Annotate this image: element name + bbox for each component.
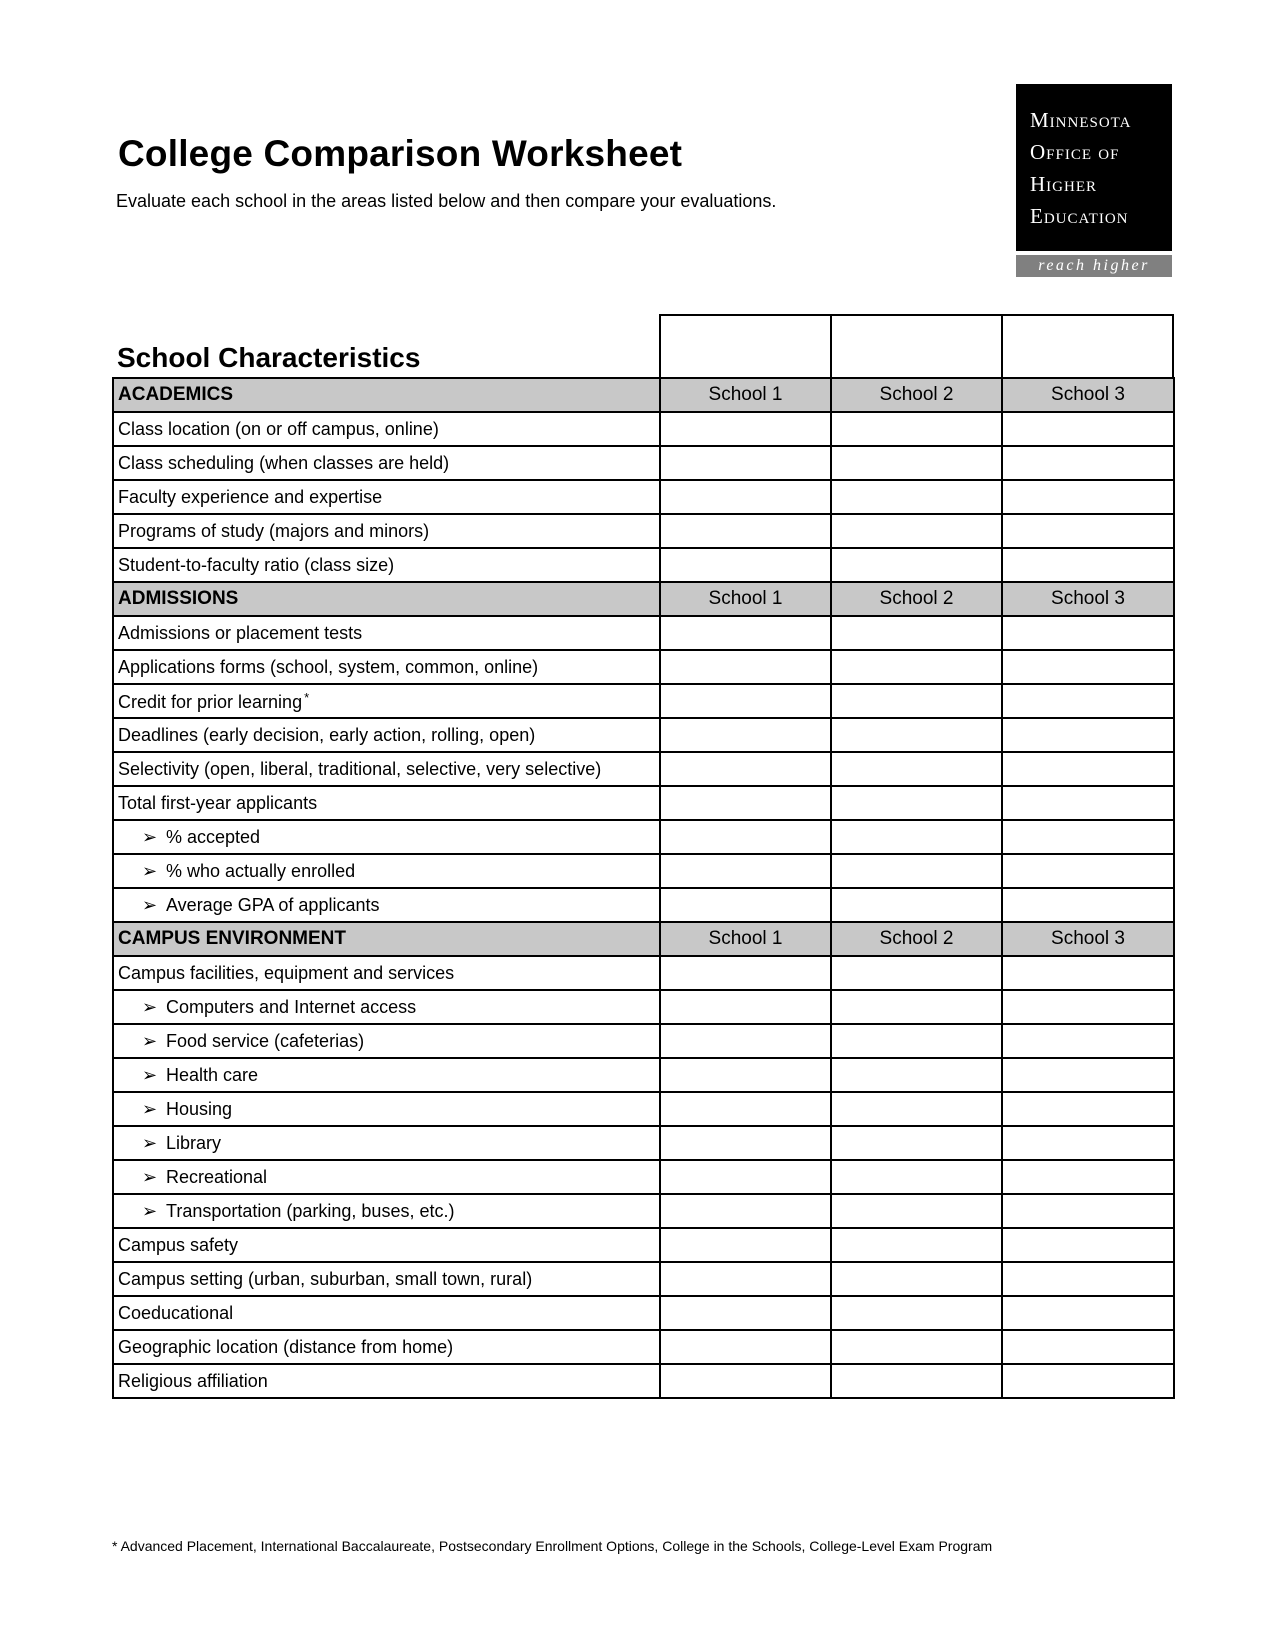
bullet-arrow-icon: ➢	[142, 826, 158, 847]
row-label: Library	[166, 1132, 222, 1153]
school-1-entry-cell[interactable]	[660, 1058, 831, 1092]
school-1-entry-cell[interactable]	[660, 1296, 831, 1330]
row-label: Transportation (parking, buses, etc.)	[166, 1200, 455, 1221]
school-1-entry-cell[interactable]	[660, 616, 831, 650]
school-1-entry-cell[interactable]	[660, 854, 831, 888]
row-label: Faculty experience and expertise	[118, 486, 383, 507]
table-row	[113, 1228, 1174, 1262]
school-2-entry-cell[interactable]	[831, 752, 1002, 786]
school-2-entry-cell[interactable]	[831, 1092, 1002, 1126]
table-row	[113, 1330, 1174, 1364]
row-label-cell	[113, 1092, 660, 1126]
school-1-entry-cell[interactable]	[660, 446, 831, 480]
row-label: Total first-year applicants	[118, 792, 318, 813]
footnote: * Advanced Placement, International Baccalaureate, Postsecondary Enrollment Options, College in the Schools, College-Level Exam Program	[112, 1538, 993, 1554]
row-label-cell	[113, 718, 660, 752]
school-3-entry-cell[interactable]	[1002, 514, 1174, 548]
row-label-cell	[113, 1126, 660, 1160]
row-label: Class location (on or off campus, online)	[118, 418, 439, 439]
school-column-header: School 3	[1002, 582, 1174, 616]
section-header-row	[113, 922, 1174, 956]
page-subtitle: Evaluate each school in the areas listed below and then compare your evaluations.	[116, 191, 777, 211]
row-label-cell	[113, 786, 660, 820]
school-2-name-box[interactable]	[830, 314, 1003, 377]
table-row	[113, 1296, 1174, 1330]
section-name: CAMPUS ENVIRONMENT	[113, 922, 660, 956]
table-row	[113, 1126, 1174, 1160]
table-row	[113, 1058, 1174, 1092]
table-row	[113, 1160, 1174, 1194]
school-3-entry-cell[interactable]	[1002, 956, 1174, 990]
table-row	[113, 820, 1174, 854]
school-3-entry-cell[interactable]	[1002, 548, 1174, 582]
school-3-entry-cell[interactable]	[1002, 1228, 1174, 1262]
row-label-cell	[113, 752, 660, 786]
row-label-cell	[113, 820, 660, 854]
row-label: % who actually enrolled	[166, 860, 356, 881]
row-label-cell	[113, 616, 660, 650]
school-2-entry-cell[interactable]	[831, 1160, 1002, 1194]
school-2-entry-cell[interactable]	[831, 446, 1002, 480]
school-1-entry-cell[interactable]	[660, 1024, 831, 1058]
school-2-entry-cell[interactable]	[831, 548, 1002, 582]
section-heading: School Characteristics	[117, 342, 421, 373]
bullet-arrow-icon: ➢	[142, 1166, 158, 1187]
school-column-header: School 1	[660, 378, 831, 412]
school-1-name-box[interactable]	[659, 314, 832, 377]
school-3-entry-cell[interactable]	[1002, 650, 1174, 684]
school-2-entry-cell[interactable]	[831, 412, 1002, 446]
row-label-cell	[113, 990, 660, 1024]
row-label-cell	[113, 684, 660, 718]
school-2-entry-cell[interactable]	[831, 616, 1002, 650]
bullet-arrow-icon: ➢	[142, 1200, 158, 1221]
row-label: Computers and Internet access	[166, 996, 417, 1017]
school-column-header: School 2	[831, 378, 1002, 412]
school-2-entry-cell[interactable]	[831, 1228, 1002, 1262]
school-1-entry-cell[interactable]	[660, 480, 831, 514]
school-1-entry-cell[interactable]	[660, 1364, 831, 1398]
school-2-entry-cell[interactable]	[831, 1126, 1002, 1160]
school-3-entry-cell[interactable]	[1002, 480, 1174, 514]
row-label-cell	[113, 1058, 660, 1092]
school-3-entry-cell[interactable]	[1002, 1262, 1174, 1296]
table-row	[113, 1262, 1174, 1296]
school-2-entry-cell[interactable]	[831, 956, 1002, 990]
school-1-entry-cell[interactable]	[660, 1092, 831, 1126]
school-3-entry-cell[interactable]	[1002, 1194, 1174, 1228]
school-1-entry-cell[interactable]	[660, 650, 831, 684]
school-column-header: School 2	[831, 922, 1002, 956]
logo-line: Minnesota	[1030, 108, 1132, 132]
school-3-entry-cell[interactable]	[1002, 888, 1174, 922]
row-label: Deadlines (early decision, early action, rolling, open)	[118, 724, 536, 745]
row-label-cell	[113, 1024, 660, 1058]
row-label-cell	[113, 1160, 660, 1194]
school-column-header: School 2	[831, 582, 1002, 616]
school-3-entry-cell[interactable]	[1002, 1024, 1174, 1058]
school-1-entry-cell[interactable]	[660, 548, 831, 582]
school-1-entry-cell[interactable]	[660, 514, 831, 548]
row-label: Average GPA of applicants	[166, 894, 380, 915]
row-label-cell	[113, 446, 660, 480]
logo-line: Office of	[1030, 140, 1120, 164]
section-name: ADMISSIONS	[113, 582, 660, 616]
school-2-entry-cell[interactable]	[831, 786, 1002, 820]
school-3-entry-cell[interactable]	[1002, 684, 1174, 718]
row-label-cell	[113, 888, 660, 922]
school-2-entry-cell[interactable]	[831, 820, 1002, 854]
school-1-entry-cell[interactable]	[660, 684, 831, 718]
school-1-entry-cell[interactable]	[660, 412, 831, 446]
school-2-entry-cell[interactable]	[831, 718, 1002, 752]
table-row	[113, 718, 1174, 752]
school-2-entry-cell[interactable]	[831, 888, 1002, 922]
bullet-arrow-icon: ➢	[142, 1030, 158, 1051]
school-3-entry-cell[interactable]	[1002, 752, 1174, 786]
school-2-entry-cell[interactable]	[831, 1262, 1002, 1296]
school-1-entry-cell[interactable]	[660, 820, 831, 854]
row-label: Coeducational	[118, 1302, 234, 1323]
school-1-entry-cell[interactable]	[660, 956, 831, 990]
school-3-entry-cell[interactable]	[1002, 1364, 1174, 1398]
row-label: Geographic location (distance from home)	[118, 1336, 454, 1357]
school-3-entry-cell[interactable]	[1002, 990, 1174, 1024]
row-label-cell	[113, 548, 660, 582]
school-1-entry-cell[interactable]	[660, 786, 831, 820]
school-1-entry-cell[interactable]	[660, 990, 831, 1024]
school-1-entry-cell[interactable]	[660, 752, 831, 786]
school-2-entry-cell[interactable]	[831, 1024, 1002, 1058]
logo-box	[1016, 84, 1172, 251]
comparison-table	[112, 377, 1175, 1399]
row-label: Recreational	[166, 1166, 268, 1187]
table-row	[113, 650, 1174, 684]
school-3-entry-cell[interactable]	[1002, 1330, 1174, 1364]
section-header-row	[113, 582, 1174, 616]
row-label: Selectivity (open, liberal, traditional, selective, very selective)	[118, 758, 602, 779]
section-name: ACADEMICS	[113, 378, 660, 412]
school-3-entry-cell[interactable]	[1002, 616, 1174, 650]
school-2-entry-cell[interactable]	[831, 990, 1002, 1024]
school-column-header: School 1	[660, 922, 831, 956]
school-3-entry-cell[interactable]	[1002, 446, 1174, 480]
row-label-cell	[113, 514, 660, 548]
school-2-entry-cell[interactable]	[831, 684, 1002, 718]
table-row	[113, 684, 1174, 718]
table-row	[113, 888, 1174, 922]
school-2-entry-cell[interactable]	[831, 1194, 1002, 1228]
school-2-entry-cell[interactable]	[831, 480, 1002, 514]
table-row	[113, 854, 1174, 888]
school-1-entry-cell[interactable]	[660, 1330, 831, 1364]
bullet-arrow-icon: ➢	[142, 894, 158, 915]
school-1-entry-cell[interactable]	[660, 1160, 831, 1194]
school-3-entry-cell[interactable]	[1002, 718, 1174, 752]
school-2-entry-cell[interactable]	[831, 650, 1002, 684]
bullet-arrow-icon: ➢	[142, 996, 158, 1017]
row-label: Programs of study (majors and minors)	[118, 520, 430, 541]
table-row	[113, 480, 1174, 514]
row-label-cell	[113, 1296, 660, 1330]
table-row	[113, 752, 1174, 786]
table-row	[113, 514, 1174, 548]
row-label: Class scheduling (when classes are held)	[118, 452, 450, 473]
row-label-cell	[113, 854, 660, 888]
school-3-entry-cell[interactable]	[1002, 820, 1174, 854]
bullet-arrow-icon: ➢	[142, 860, 158, 881]
bullet-arrow-icon: ➢	[142, 1064, 158, 1085]
logo-tagline: reach higher	[1016, 255, 1172, 277]
row-label-cell	[113, 650, 660, 684]
school-3-entry-cell[interactable]	[1002, 1296, 1174, 1330]
table-row	[113, 548, 1174, 582]
table-row	[113, 1092, 1174, 1126]
row-label: Food service (cafeterias)	[166, 1030, 365, 1051]
row-label-cell	[113, 1262, 660, 1296]
row-label: Admissions or placement tests	[118, 622, 363, 643]
school-3-entry-cell[interactable]	[1002, 1092, 1174, 1126]
school-1-entry-cell[interactable]	[660, 1194, 831, 1228]
section-header-row	[113, 378, 1174, 412]
school-1-entry-cell[interactable]	[660, 1126, 831, 1160]
school-column-header: School 3	[1002, 378, 1174, 412]
bullet-arrow-icon: ➢	[142, 1132, 158, 1153]
row-label-cell	[113, 480, 660, 514]
logo-line: Education	[1030, 204, 1129, 228]
school-3-entry-cell[interactable]	[1002, 1126, 1174, 1160]
row-label: Health care	[166, 1064, 259, 1085]
school-2-entry-cell[interactable]	[831, 1296, 1002, 1330]
row-label: % accepted	[166, 826, 261, 847]
row-label: Applications forms (school, system, common, online)	[118, 656, 539, 677]
school-1-entry-cell[interactable]	[660, 1228, 831, 1262]
row-label: Campus facilities, equipment and services	[118, 962, 455, 983]
row-label-cell	[113, 412, 660, 446]
table-row	[113, 1364, 1174, 1398]
school-2-entry-cell[interactable]	[831, 1330, 1002, 1364]
row-label-cell	[113, 1330, 660, 1364]
table-row	[113, 446, 1174, 480]
table-row	[113, 786, 1174, 820]
school-3-entry-cell[interactable]	[1002, 854, 1174, 888]
school-3-entry-cell[interactable]	[1002, 1160, 1174, 1194]
school-column-header: School 3	[1002, 922, 1174, 956]
school-3-entry-cell[interactable]	[1002, 1058, 1174, 1092]
school-2-entry-cell[interactable]	[831, 1058, 1002, 1092]
school-3-name-box[interactable]	[1001, 314, 1174, 377]
school-1-entry-cell[interactable]	[660, 718, 831, 752]
footnote-marker: *	[304, 689, 310, 705]
table-row	[113, 1194, 1174, 1228]
school-2-entry-cell[interactable]	[831, 854, 1002, 888]
row-label: Campus safety	[118, 1234, 239, 1255]
row-label-cell	[113, 956, 660, 990]
row-label-cell	[113, 1194, 660, 1228]
school-1-entry-cell[interactable]	[660, 888, 831, 922]
table-row	[113, 956, 1174, 990]
row-label: Student-to-faculty ratio (class size)	[118, 554, 395, 575]
school-name-boxes	[659, 314, 1172, 377]
bullet-arrow-icon: ➢	[142, 1098, 158, 1119]
row-label: Religious affiliation	[118, 1370, 268, 1391]
school-2-entry-cell[interactable]	[831, 514, 1002, 548]
school-column-header: School 1	[660, 582, 831, 616]
row-label: Campus setting (urban, suburban, small town, rural)	[118, 1268, 533, 1289]
table-row	[113, 412, 1174, 446]
row-label-cell	[113, 1364, 660, 1398]
row-label: Housing	[166, 1098, 233, 1119]
logo-line: Higher	[1030, 172, 1097, 196]
table-row	[113, 990, 1174, 1024]
school-1-entry-cell[interactable]	[660, 1262, 831, 1296]
row-label: Credit for prior learning	[118, 691, 303, 712]
school-2-entry-cell[interactable]	[831, 1364, 1002, 1398]
row-label-cell	[113, 1228, 660, 1262]
logo	[1016, 84, 1172, 277]
school-3-entry-cell[interactable]	[1002, 786, 1174, 820]
school-3-entry-cell[interactable]	[1002, 412, 1174, 446]
table-row	[113, 616, 1174, 650]
table-row	[113, 1024, 1174, 1058]
page-title: College Comparison Worksheet	[118, 133, 683, 174]
